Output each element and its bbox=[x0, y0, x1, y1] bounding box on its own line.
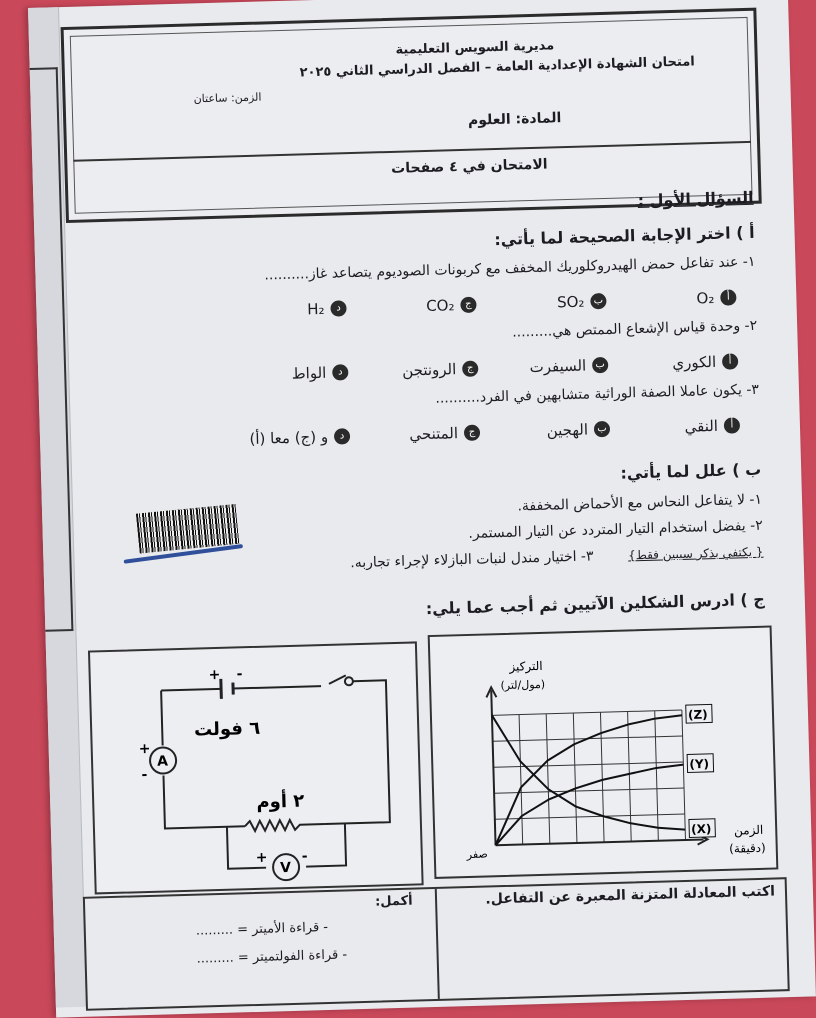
voltmeter-label: V bbox=[279, 859, 292, 877]
option-letter-d: د bbox=[334, 428, 350, 444]
x-axis bbox=[496, 839, 704, 845]
option-a[interactable] bbox=[610, 416, 740, 438]
origin-label: صفر bbox=[466, 847, 488, 862]
grid-line-horizontal bbox=[494, 788, 684, 793]
option-label: السيفرت bbox=[529, 356, 587, 377]
concentration-graph-figure bbox=[428, 625, 779, 879]
part-c-heading: ج ) ادرس الشكلين الآتيين ثم أجب عما يلي: bbox=[425, 589, 766, 619]
option-label: الرونتجن bbox=[401, 360, 457, 380]
y-axis-label-2: (مول/لتر) bbox=[500, 677, 546, 693]
pages-note: الامتحان في ٤ صفحات bbox=[390, 156, 548, 177]
option-c[interactable] bbox=[350, 424, 480, 446]
option-c[interactable] bbox=[346, 296, 476, 318]
graph-grid bbox=[492, 710, 686, 845]
voltmeter-minus: - bbox=[301, 848, 308, 865]
switch-lever bbox=[329, 675, 346, 683]
mcq-item-3: ٣- يكون عاملا الصفة الوراثية متشابهين في الفرد.......... bbox=[435, 381, 760, 407]
answer-area bbox=[83, 877, 790, 1011]
exam-title: امتحان الشهادة الإعدادية العامة – الفصل الدراسي الثاني ٢٠٢٥ bbox=[299, 54, 695, 81]
part-b-heading: ب ) علل لما يأتي: bbox=[620, 459, 762, 483]
reason-item-3: ٣- اختيار مندل لنبات البازلاء لإجراء تجاربه. bbox=[350, 548, 594, 572]
answer-divider bbox=[435, 889, 440, 999]
mcq-options-2 bbox=[218, 352, 738, 385]
option-letter-a: أ bbox=[720, 289, 736, 305]
option-label: المتنحي bbox=[409, 424, 459, 444]
option-letter-d: د bbox=[332, 364, 348, 380]
mcq-item-1: ١- عند تفاعل حمض الهيدروكلوريك المخفف مع كربونات الصوديوم يتصاعد غاز.......... bbox=[264, 253, 756, 284]
concentration-graph bbox=[430, 628, 777, 877]
reason-item-2: ٢- يفضل استخدام التيار المتردد عن التيار المستمر. bbox=[468, 517, 763, 542]
option-label: O₂ bbox=[696, 288, 715, 308]
battery-minus: - bbox=[236, 666, 243, 683]
option-letter-c: ج bbox=[460, 297, 476, 313]
resistance-label: ٢ أوم bbox=[256, 790, 305, 813]
resistor-zigzag bbox=[245, 819, 325, 831]
reason-item-1: ١- لا يتفاعل النحاس مع الأحماض المخففة. bbox=[517, 491, 763, 515]
option-letter-b: ب bbox=[594, 421, 610, 437]
option-label: (أ) و (ج) معا bbox=[249, 427, 329, 448]
circuit-left-wire bbox=[161, 688, 245, 828]
option-letter-a: أ bbox=[724, 417, 740, 433]
grid-line-vertical bbox=[519, 715, 523, 845]
x-axis-label-2: (دقيقة) bbox=[728, 840, 766, 856]
battery-cell bbox=[221, 679, 234, 699]
option-label: الكوري bbox=[672, 352, 717, 373]
equation-prompt: اكتب المعادلة المتزنة المعبرة عن التفاعل. bbox=[485, 883, 776, 908]
exam-subject: المادة: العلوم bbox=[467, 110, 562, 129]
option-letter-b: ب bbox=[590, 293, 606, 309]
option-d[interactable] bbox=[180, 427, 350, 450]
mcq-item-2: ٢- وحدة قياس الإشعاع الممتص هي......... bbox=[512, 317, 758, 341]
series-label-2: (X) bbox=[690, 821, 712, 837]
option-c[interactable] bbox=[348, 360, 478, 382]
grid-line-vertical bbox=[682, 710, 686, 840]
circuit-right-wire bbox=[321, 680, 390, 824]
ammeter-plus: + bbox=[138, 740, 151, 758]
ammeter-label: A bbox=[156, 753, 169, 770]
mcq-options-1 bbox=[216, 288, 736, 321]
option-d[interactable] bbox=[218, 363, 348, 385]
complete-heading: أكمل: bbox=[374, 893, 413, 910]
x-axis-label-1: الزمن bbox=[733, 822, 764, 838]
series-label-0: (Z) bbox=[687, 707, 708, 723]
option-b[interactable] bbox=[478, 356, 608, 378]
grid-line-vertical bbox=[546, 714, 550, 844]
voltmeter-reading-line[interactable]: - قراءة الفولتميتر = ......... bbox=[196, 947, 348, 967]
option-d[interactable] bbox=[216, 299, 346, 321]
mcq-options-3 bbox=[160, 416, 740, 450]
option-b[interactable] bbox=[480, 420, 610, 442]
circuit-top-wire bbox=[161, 686, 321, 690]
option-label: SO₂ bbox=[556, 292, 585, 312]
exam-paper bbox=[28, 0, 816, 1018]
option-label: CO₂ bbox=[425, 296, 455, 315]
option-label: الهجين bbox=[546, 420, 589, 440]
exam-time: الزمن: ساعتان bbox=[193, 90, 262, 106]
option-label: H₂ bbox=[306, 299, 325, 319]
option-label: النقي bbox=[684, 416, 719, 436]
ammeter-minus: - bbox=[141, 766, 148, 784]
circuit-figure bbox=[88, 641, 424, 894]
circuit-diagram bbox=[90, 643, 422, 892]
grid-line-vertical bbox=[655, 711, 659, 841]
switch-contact bbox=[345, 677, 353, 685]
voltage-label: ٦ فولت bbox=[193, 717, 261, 741]
ammeter-reading-line[interactable]: - قراءة الأميتر = ......... bbox=[195, 919, 329, 939]
directorate-name: مديرية السويس التعليمية bbox=[395, 38, 555, 58]
y-axis-label-1: التركيز bbox=[509, 658, 543, 674]
option-letter-d: د bbox=[330, 300, 346, 316]
option-a[interactable] bbox=[608, 352, 738, 374]
option-b[interactable] bbox=[476, 292, 606, 314]
option-a[interactable] bbox=[606, 288, 736, 310]
option-letter-b: ب bbox=[592, 357, 608, 373]
option-letter-a: أ bbox=[722, 353, 738, 369]
grid-line-horizontal bbox=[492, 710, 682, 715]
part-a-heading: أ ) اختر الإجابة الصحيحة لما يأتي: bbox=[494, 222, 755, 250]
option-label: الواط bbox=[291, 363, 327, 383]
voltmeter-plus: + bbox=[255, 849, 268, 866]
grid-line-vertical bbox=[573, 713, 577, 843]
y-axis bbox=[491, 690, 495, 845]
series-label-1: (Y) bbox=[689, 756, 710, 772]
option-letter-c: ج bbox=[464, 425, 480, 441]
battery-plus: + bbox=[208, 666, 221, 684]
question-title: السؤال الأول : bbox=[637, 187, 754, 211]
option-letter-c: ج bbox=[462, 361, 478, 377]
reason-note: { يكتفي بذكر سببين فقط} bbox=[627, 544, 764, 563]
